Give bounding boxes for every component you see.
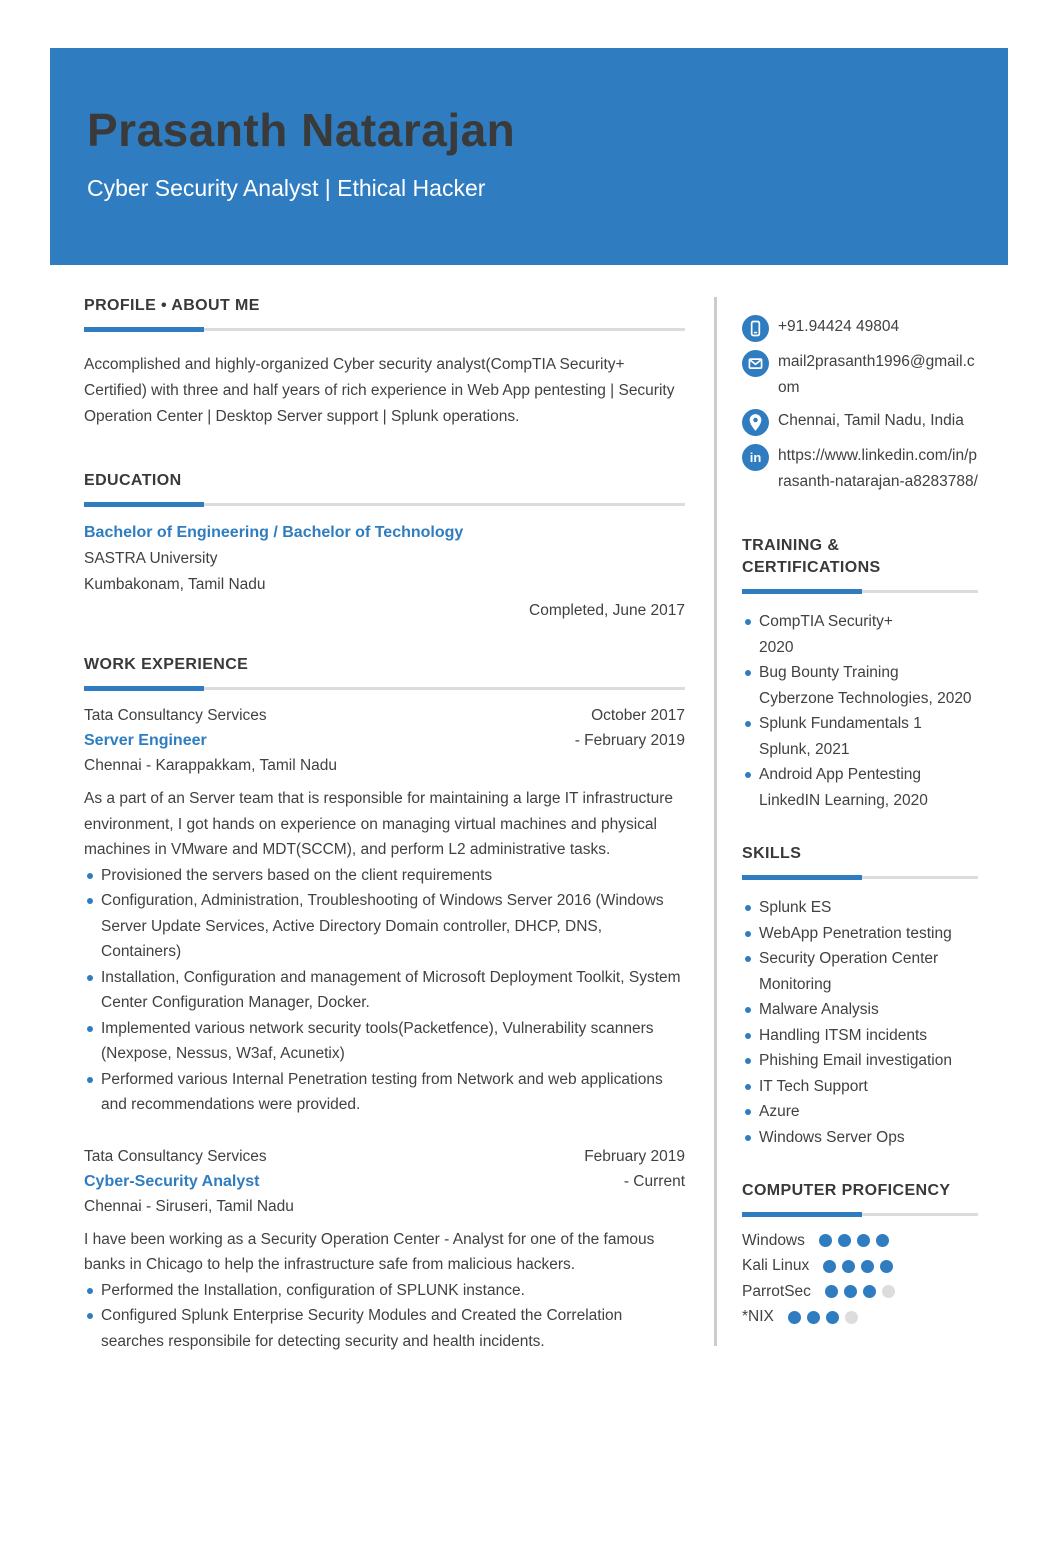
proficiency-row	[742, 1305, 978, 1331]
proficiency-row	[742, 1279, 978, 1305]
section-education	[84, 470, 685, 624]
job-bullet-list	[84, 863, 685, 1118]
location-pin-icon	[742, 409, 769, 436]
bullet-item: Performed various Internal Penetration testing from Network and web applications and recommendations were provided.	[84, 1067, 685, 1118]
proficiency-label: *NIX	[742, 1308, 774, 1326]
bullet-item: Phishing Email investigation	[742, 1048, 978, 1074]
proficiency-dot	[857, 1234, 870, 1247]
column-divider	[714, 297, 717, 1346]
certification-item	[742, 711, 978, 762]
education-location: Kumbakonam, Tamil Nadu	[84, 576, 266, 593]
proficiency-dots	[819, 1234, 889, 1247]
bullet-item: Installation, Configuration and management of Microsoft Deployment Toolkit, System Center Configuration Manager, Docker.	[84, 965, 685, 1016]
phone-icon	[742, 315, 769, 342]
section-training-certifications	[742, 535, 978, 813]
bullet-item: Windows Server Ops	[742, 1125, 978, 1151]
section-underline	[742, 876, 978, 879]
job-entry-cyber-security-analyst	[84, 1144, 685, 1355]
job-entry-server-engineer	[84, 703, 685, 1118]
proficiency-dot	[876, 1234, 889, 1247]
proficiency-dot	[863, 1285, 876, 1298]
bullet-item: Configured Splunk Enterprise Security Modules and Created the Correlation searches responsibile for detecting security and health incidents.	[84, 1303, 685, 1354]
certification-name: Bug Bounty Training	[759, 664, 899, 681]
section-work-experience	[84, 654, 685, 1354]
bullet-item: Malware Analysis	[742, 997, 978, 1023]
certification-detail: 2020	[759, 638, 794, 656]
proficiency-dot	[844, 1285, 857, 1298]
bullet-item: IT Tech Support	[742, 1074, 978, 1100]
proficiency-label: Kali Linux	[742, 1257, 810, 1275]
linkedin-icon: in	[742, 444, 769, 471]
profile-heading: PROFILE • ABOUT ME	[84, 297, 260, 314]
profile-text: Accomplished and highly-organized Cyber security analyst(CompTIA Security+ Certified) with three and half years of rich experience in Web App pentesting | Security Operation Center | Desktop Server support | Splunk operations.	[84, 356, 675, 425]
proficiency-dot	[842, 1260, 855, 1273]
phone-number: +91.94424 49804	[778, 318, 900, 335]
content-columns	[0, 265, 1058, 1390]
education-entry	[84, 520, 685, 624]
proficiency-dot	[823, 1260, 836, 1273]
proficiency-dot	[845, 1311, 858, 1324]
proficiency-row	[742, 1254, 978, 1280]
job-title: Server Engineer	[84, 732, 207, 749]
proficiency-heading: COMPUTER PROFICENCY	[742, 1182, 951, 1199]
email-icon	[742, 350, 769, 377]
education-completed-date: Completed, June 2017	[529, 602, 685, 619]
job-company: Tata Consultancy Services	[84, 707, 267, 724]
contact-block	[742, 314, 978, 495]
location-text: Chennai, Tamil Nadu, India	[778, 412, 964, 429]
job-date-start: October 2017	[591, 707, 685, 724]
left-column	[84, 295, 685, 1390]
job-location: Chennai - Karappakkam, Tamil Nadu	[84, 757, 338, 774]
bullet-item: Splunk ES	[742, 895, 978, 921]
certification-name: Android App Pentesting	[759, 766, 922, 783]
job-summary: I have been working as a Security Operation Center - Analyst for one of the famous banks in Chicago to help the infrastructure safe from malicious hackers.	[84, 1230, 655, 1273]
training-heading: TRAINING & CERTIFICATIONS	[742, 537, 881, 576]
bullet-item: Performed the Installation, configuration of SPLUNK instance.	[84, 1278, 685, 1304]
contact-phone-row	[742, 314, 978, 342]
proficiency-dots	[825, 1285, 895, 1298]
certification-detail: Cyberzone Technologies, 2020	[759, 689, 972, 707]
resume-page	[0, 48, 1058, 1543]
email-address: mail2prasanth1996@gmail.com	[778, 353, 975, 396]
proficiency-label: ParrotSec	[742, 1282, 811, 1300]
contact-location-row	[742, 408, 978, 436]
section-profile	[84, 295, 685, 430]
contact-linkedin-row	[742, 443, 978, 495]
proficiency-dot	[882, 1285, 895, 1298]
skills-heading: SKILLS	[742, 845, 802, 862]
certification-detail: Splunk, 2021	[759, 740, 850, 758]
bullet-item: Handling ITSM incidents	[742, 1023, 978, 1049]
person-name: Prasanth Natarajan	[87, 104, 516, 156]
proficiency-dot	[819, 1234, 832, 1247]
bullet-item: Azure	[742, 1099, 978, 1125]
job-summary: As a part of an Server team that is responsible for maintaining a large IT infrastructure environment, I got hands on experience on managing virtual machines and physical machines in VMware and MDT(SCCM), and perform L2 administrative tasks.	[84, 790, 673, 858]
job-title: Cyber-Security Analyst	[84, 1172, 260, 1190]
section-underline	[84, 328, 685, 331]
job-date-end: - Current	[623, 1172, 685, 1190]
bullet-item: Provisioned the servers based on the client requirements	[84, 863, 685, 889]
proficiency-dot	[880, 1260, 893, 1273]
contact-email-row	[742, 349, 978, 401]
proficiency-list	[742, 1228, 978, 1330]
section-underline	[84, 503, 685, 506]
certification-name: CompTIA Security+	[759, 613, 893, 630]
job-location: Chennai - Siruseri, Tamil Nadu	[84, 1197, 294, 1215]
section-skills	[742, 843, 978, 1150]
job-date-end: - February 2019	[574, 732, 685, 749]
certification-item	[742, 609, 978, 660]
proficiency-dots	[788, 1311, 858, 1324]
education-heading: EDUCATION	[84, 472, 182, 489]
proficiency-dot	[861, 1260, 874, 1273]
section-underline	[742, 590, 978, 593]
proficiency-dot	[807, 1311, 820, 1324]
proficiency-dots	[823, 1260, 893, 1273]
bullet-item: Implemented various network security tools(Packetfence), Vulnerability scanners (Nexpose, Nessus, W3af, Acunetix)	[84, 1016, 685, 1067]
skills-list	[742, 895, 978, 1150]
section-underline	[84, 687, 685, 690]
certification-name: Splunk Fundamentals 1	[759, 715, 922, 732]
proficiency-dot	[826, 1311, 839, 1324]
bullet-item: Configuration, Administration, Troubleshooting of Windows Server 2016 (Windows Server Update Services, Active Directory Domain controller, DHCP, DNS, Containers)	[84, 888, 685, 965]
proficiency-dot	[838, 1234, 851, 1247]
proficiency-label: Windows	[742, 1231, 805, 1249]
certification-item	[742, 762, 978, 813]
certification-item	[742, 660, 978, 711]
certification-detail: LinkedIN Learning, 2020	[759, 791, 928, 809]
job-date-start: February 2019	[584, 1147, 685, 1165]
linkedin-url: https://www.linkedin.com/in/prasanth-natarajan-a8283788/	[778, 447, 978, 490]
job-bullet-list	[84, 1278, 685, 1355]
certifications-list	[742, 609, 978, 813]
proficiency-dot	[825, 1285, 838, 1298]
proficiency-row	[742, 1228, 978, 1254]
header-banner	[50, 48, 1008, 265]
work-heading: WORK EXPERIENCE	[84, 656, 249, 673]
education-school: SASTRA University	[84, 550, 218, 567]
education-degree: Bachelor of Engineering / Bachelor of Technology	[84, 524, 464, 541]
person-role: Cyber Security Analyst | Ethical Hacker	[87, 175, 486, 201]
bullet-item: WebApp Penetration testing	[742, 921, 978, 947]
proficiency-dot	[788, 1311, 801, 1324]
section-underline	[742, 1213, 978, 1216]
right-column	[742, 295, 978, 1390]
job-company: Tata Consultancy Services	[84, 1147, 267, 1165]
bullet-item: Security Operation Center Monitoring	[742, 946, 978, 997]
section-computer-proficiency	[742, 1180, 978, 1330]
